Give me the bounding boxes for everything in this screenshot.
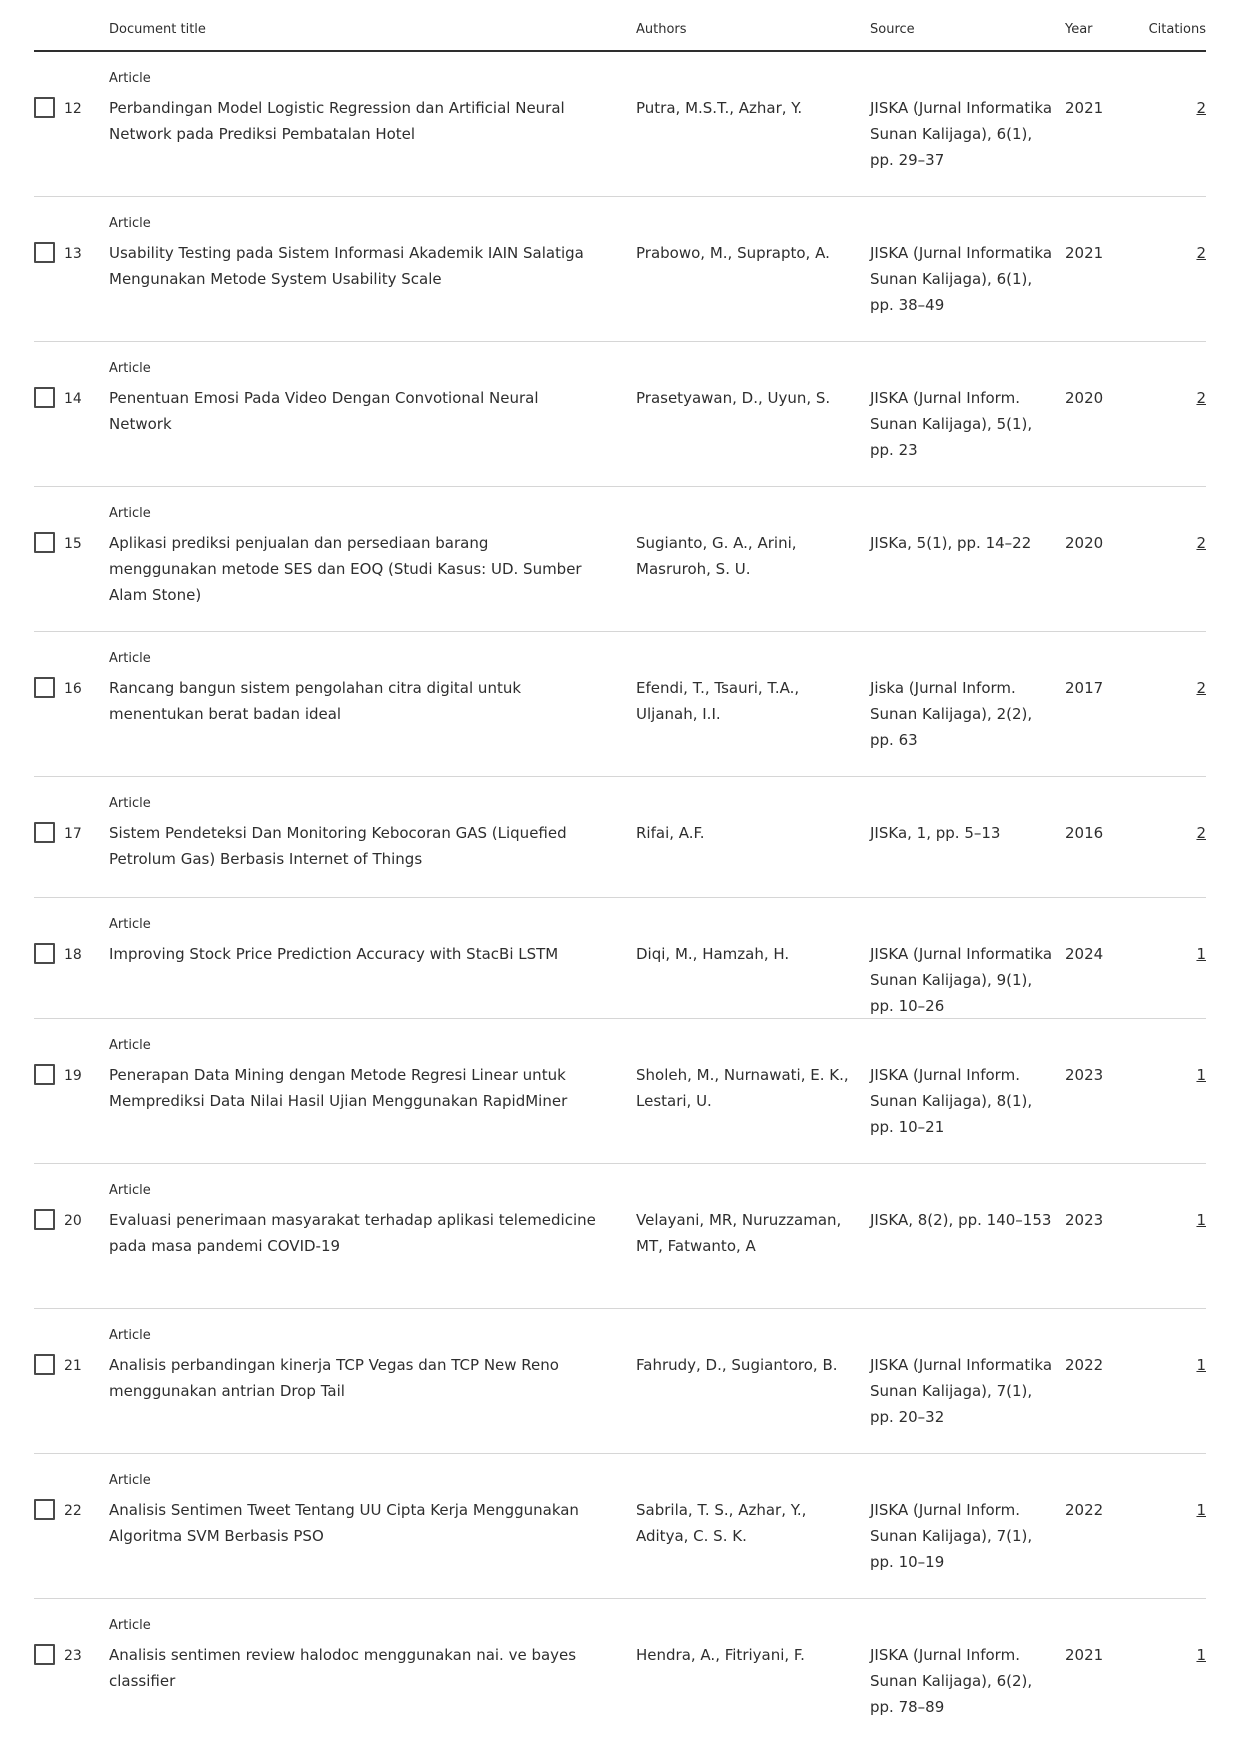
header-citations[interactable]: Citations — [1148, 22, 1206, 37]
citations-link[interactable]: 1 — [1196, 1646, 1206, 1664]
row-select-checkbox[interactable] — [34, 1064, 55, 1085]
document-year: 2021 — [1065, 99, 1104, 117]
table-row — [34, 487, 1206, 632]
document-type: Article — [109, 216, 151, 231]
header-document-title[interactable]: Document title — [109, 22, 206, 37]
document-source[interactable]: JISKa, 1, pp. 5–13 — [870, 824, 1001, 842]
citations-link[interactable]: 2 — [1196, 534, 1206, 552]
row-select-checkbox[interactable] — [34, 387, 55, 408]
document-title[interactable]: Aplikasi prediksi penjualan dan persediaan barang menggunakan metode SES dan EOQ (Studi Kasus: UD. Sumber Alam Stone) — [109, 534, 582, 604]
document-type: Article — [109, 1328, 151, 1343]
row-number: 14 — [64, 391, 82, 407]
document-title[interactable]: Sistem Pendeteksi Dan Monitoring Kebocoran GAS (Liquefied Petrolum Gas) Berbasis Internet of Things — [109, 824, 567, 868]
document-title[interactable]: Improving Stock Price Prediction Accuracy with StacBi LSTM — [109, 945, 559, 963]
document-authors[interactable]: Efendi, T., Tsauri, T.A., Uljanah, I.I. — [636, 679, 800, 723]
document-type: Article — [109, 651, 151, 666]
document-authors[interactable]: Velayani, MR, Nuruzzaman, MT, Fatwanto, A — [636, 1211, 842, 1255]
row-select-checkbox[interactable] — [34, 97, 55, 118]
document-year: 2020 — [1065, 534, 1104, 552]
citations-link[interactable]: 1 — [1196, 1066, 1206, 1084]
table-row — [34, 1454, 1206, 1599]
row-number: 16 — [64, 681, 82, 697]
document-source[interactable]: JISKA, 8(2), pp. 140–153 — [870, 1211, 1052, 1229]
document-authors[interactable]: Sabrila, T. S., Azhar, Y., Aditya, C. S. K. — [636, 1501, 807, 1545]
citations-link[interactable]: 1 — [1196, 1211, 1206, 1229]
document-year: 2020 — [1065, 389, 1104, 407]
row-select-checkbox[interactable] — [34, 1209, 55, 1230]
document-title[interactable]: Perbandingan Model Logistic Regression dan Artificial Neural Network pada Prediksi Pembatalan Hotel — [109, 99, 565, 143]
table-row — [34, 342, 1206, 487]
document-title[interactable]: Analisis Sentimen Tweet Tentang UU Cipta Kerja Menggunakan Algoritma SVM Berbasis PSO — [109, 1501, 579, 1545]
table-row — [34, 52, 1206, 197]
table-header — [34, 0, 1206, 52]
document-year: 2016 — [1065, 824, 1104, 842]
row-select-checkbox[interactable] — [34, 532, 55, 553]
header-source[interactable]: Source — [870, 22, 915, 37]
document-authors[interactable]: Rifai, A.F. — [636, 824, 705, 842]
document-title[interactable]: Usability Testing pada Sistem Informasi Akademik IAIN Salatiga Mengunakan Metode System Usability Scale — [109, 244, 584, 288]
document-type: Article — [109, 796, 151, 811]
citations-link[interactable]: 1 — [1196, 1501, 1206, 1519]
row-select-checkbox[interactable] — [34, 242, 55, 263]
document-authors[interactable]: Prabowo, M., Suprapto, A. — [636, 244, 830, 262]
document-year: 2023 — [1065, 1211, 1104, 1229]
table-row — [34, 197, 1206, 342]
row-select-checkbox[interactable] — [34, 943, 55, 964]
document-type: Article — [109, 917, 151, 932]
document-year: 2021 — [1065, 1646, 1104, 1664]
row-select-checkbox[interactable] — [34, 1499, 55, 1520]
table-row — [34, 1164, 1206, 1309]
document-source[interactable]: Jiska (Jurnal Inform. Sunan Kalijaga), 2(2), pp. 63 — [870, 679, 1033, 749]
document-authors[interactable]: Prasetyawan, D., Uyun, S. — [636, 389, 831, 407]
document-source[interactable]: JISKA (Jurnal Informatika Sunan Kalijaga), 9(1), pp. 10–26 — [870, 945, 1053, 1015]
document-type: Article — [109, 1618, 151, 1633]
row-number: 19 — [64, 1068, 82, 1084]
citations-link[interactable]: 1 — [1196, 1356, 1206, 1374]
document-authors[interactable]: Sugianto, G. A., Arini, Masruroh, S. U. — [636, 534, 797, 578]
document-authors[interactable]: Putra, M.S.T., Azhar, Y. — [636, 99, 803, 117]
document-year: 2017 — [1065, 679, 1104, 697]
row-select-checkbox[interactable] — [34, 1354, 55, 1375]
document-source[interactable]: JISKA (Jurnal Inform. Sunan Kalijaga), 7(1), pp. 10–19 — [870, 1501, 1033, 1571]
row-select-checkbox[interactable] — [34, 677, 55, 698]
document-source[interactable]: JISKa, 5(1), pp. 14–22 — [870, 534, 1032, 552]
row-number: 21 — [64, 1358, 82, 1374]
citations-link[interactable]: 2 — [1196, 679, 1206, 697]
row-number: 18 — [64, 947, 82, 963]
table-row — [34, 1599, 1206, 1744]
row-number: 15 — [64, 536, 82, 552]
document-source[interactable]: JISKA (Jurnal Inform. Sunan Kalijaga), 8(1), pp. 10–21 — [870, 1066, 1033, 1136]
document-type: Article — [109, 361, 151, 376]
header-authors[interactable]: Authors — [636, 22, 687, 37]
document-authors[interactable]: Hendra, A., Fitriyani, F. — [636, 1646, 805, 1664]
document-title[interactable]: Analisis sentimen review halodoc menggunakan nai. ve bayes classifier — [109, 1646, 577, 1690]
document-source[interactable]: JISKA (Jurnal Informatika Sunan Kalijaga), 6(1), pp. 29–37 — [870, 99, 1053, 169]
table-row — [34, 632, 1206, 777]
table-row — [34, 1309, 1206, 1454]
header-year[interactable]: Year — [1065, 22, 1093, 37]
row-number: 13 — [64, 246, 82, 262]
row-number: 23 — [64, 1648, 82, 1664]
citations-link[interactable]: 2 — [1196, 824, 1206, 842]
document-source[interactable]: JISKA (Jurnal Inform. Sunan Kalijaga), 6(2), pp. 78–89 — [870, 1646, 1033, 1716]
row-select-checkbox[interactable] — [34, 1644, 55, 1665]
row-number: 20 — [64, 1213, 82, 1229]
document-year: 2022 — [1065, 1501, 1104, 1519]
document-year: 2021 — [1065, 244, 1104, 262]
document-year: 2023 — [1065, 1066, 1104, 1084]
row-number: 17 — [64, 826, 82, 842]
document-year: 2024 — [1065, 945, 1104, 963]
citations-link[interactable]: 2 — [1196, 244, 1206, 262]
citations-link[interactable]: 2 — [1196, 389, 1206, 407]
table-row — [34, 1019, 1206, 1164]
citations-link[interactable]: 2 — [1196, 99, 1206, 117]
document-title[interactable]: Penerapan Data Mining dengan Metode Regresi Linear untuk Memprediksi Data Nilai Hasil Ujian Menggunakan RapidMiner — [109, 1066, 568, 1110]
row-number: 22 — [64, 1503, 82, 1519]
document-authors[interactable]: Diqi, M., Hamzah, H. — [636, 945, 790, 963]
document-title[interactable]: Analisis perbandingan kinerja TCP Vegas dan TCP New Reno menggunakan antrian Drop Tail — [109, 1356, 559, 1400]
document-type: Article — [109, 1473, 151, 1488]
document-authors[interactable]: Fahrudy, D., Sugiantoro, B. — [636, 1356, 838, 1374]
row-number: 12 — [64, 101, 82, 117]
document-authors[interactable]: Sholeh, M., Nurnawati, E. K., Lestari, U. — [636, 1066, 849, 1110]
document-source[interactable]: JISKA (Jurnal Inform. Sunan Kalijaga), 5(1), pp. 23 — [870, 389, 1033, 459]
document-type: Article — [109, 1038, 151, 1053]
table-body — [34, 52, 1206, 1744]
document-title[interactable]: Rancang bangun sistem pengolahan citra digital untuk menentukan berat badan ideal — [109, 679, 522, 723]
results-table — [34, 0, 1206, 1744]
document-type: Article — [109, 506, 151, 521]
row-select-checkbox[interactable] — [34, 822, 55, 843]
citations-link[interactable]: 1 — [1196, 945, 1206, 963]
document-title[interactable]: Evaluasi penerimaan masyarakat terhadap aplikasi telemedicine pada masa pandemi COVID-19 — [109, 1211, 596, 1255]
document-type: Article — [109, 1183, 151, 1198]
document-year: 2022 — [1065, 1356, 1104, 1374]
document-type: Article — [109, 71, 151, 86]
document-title[interactable]: Penentuan Emosi Pada Video Dengan Convotional Neural Network — [109, 389, 539, 433]
document-source[interactable]: JISKA (Jurnal Informatika Sunan Kalijaga), 6(1), pp. 38–49 — [870, 244, 1053, 314]
document-source[interactable]: JISKA (Jurnal Informatika Sunan Kalijaga), 7(1), pp. 20–32 — [870, 1356, 1053, 1426]
table-row — [34, 898, 1206, 1019]
table-row — [34, 777, 1206, 898]
